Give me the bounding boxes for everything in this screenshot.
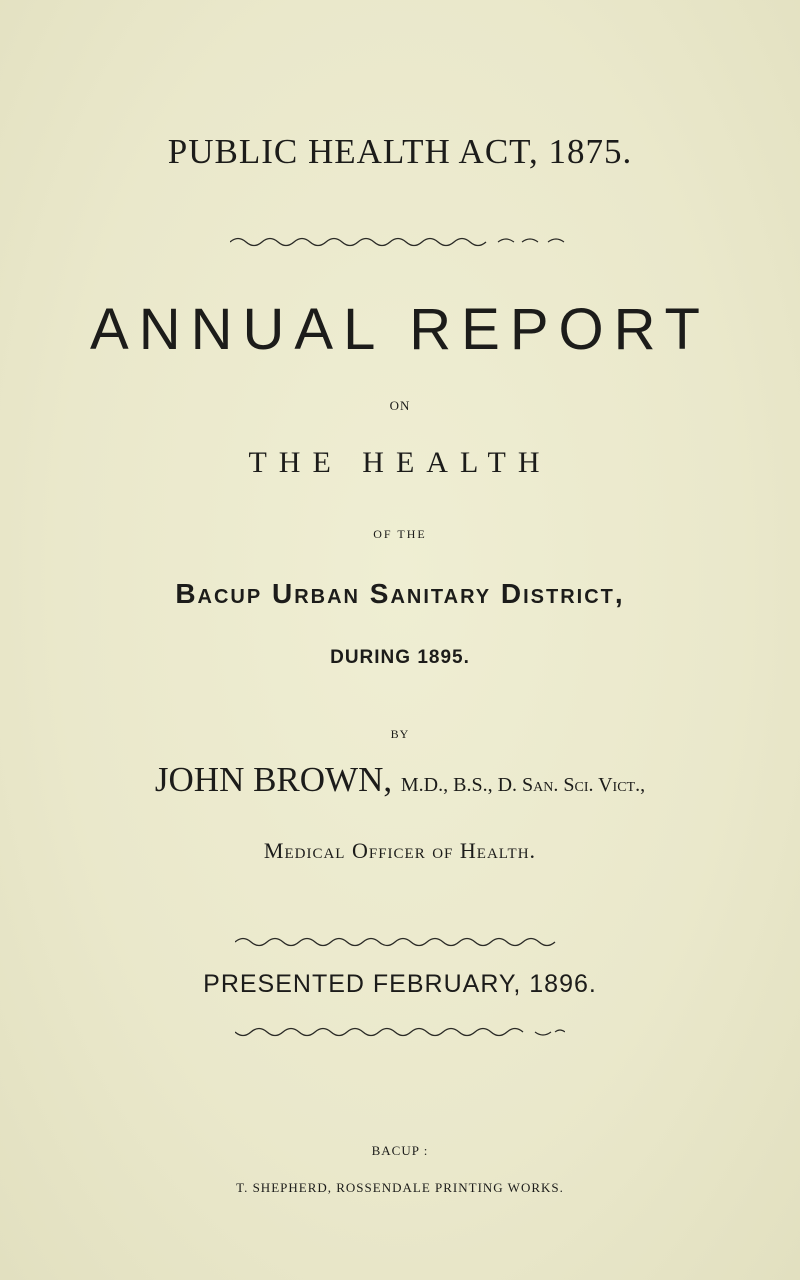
author-credentials: M.D., B.S., D. San. Sci. Vict., [400,774,646,796]
imprint-printer: T. SHEPHERD, ROSSENDALE PRINTING WORKS. [236,1180,564,1195]
top-wavy-rule-icon [0,232,800,248]
annual-report-heading: ANNUAL REPORT [90,297,710,362]
by-label: BY [390,727,410,741]
middle-wavy-rule-icon [0,932,800,948]
author-title: Medical Officer of Health. [263,838,537,863]
act-title: PUBLIC HEALTH ACT, 1875. [167,132,633,171]
on-label: ON [389,398,411,413]
during-year: DURING 1895. [330,647,470,668]
imprint-place: BACUP : [371,1143,429,1158]
subject-heading: THE HEALTH [248,446,552,479]
bottom-wavy-rule-icon [0,1026,800,1042]
author-name: JOHN BROWN, [154,760,393,799]
of-the-label: OF THE [373,527,427,541]
presented-date: PRESENTED FEBRUARY, 1896. [203,970,597,998]
district-heading: Bacup Urban Sanitary District, [175,578,625,609]
author-line [0,760,800,800]
